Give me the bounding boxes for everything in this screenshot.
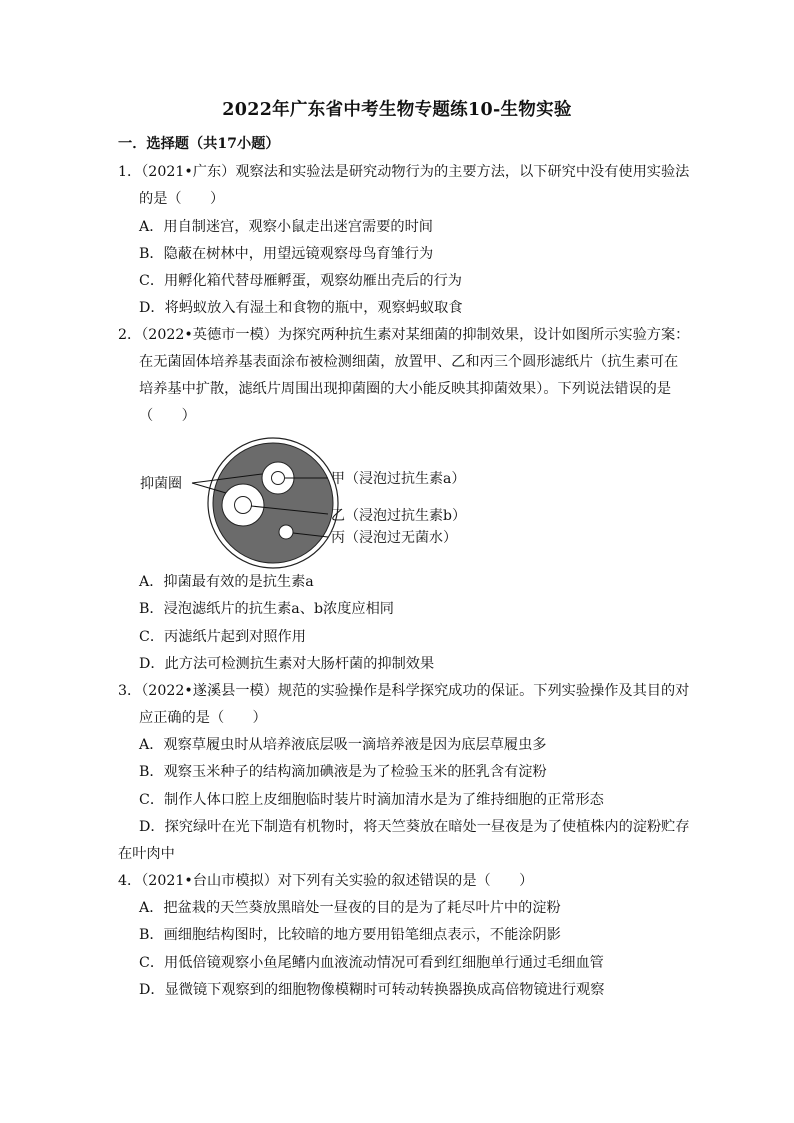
q1-option-c: C．用孵化箱代替母雁孵蛋，观察幼雁出壳后的行为: [139, 273, 462, 289]
q1-option-d: D．将蚂蚁放入有湿土和食物的瓶中，观察蚂蚁取食: [139, 300, 463, 316]
q4-stem-line1: 4．（2021•台山市模拟）对下列有关实验的叙述错误的是（ ）: [118, 873, 534, 889]
label-inhibition-zone: 抑菌圈: [140, 476, 182, 492]
q2-option-a: A．抑菌最有效的是抗生素a: [139, 574, 314, 590]
q2-option-b: B．浸泡滤纸片的抗生素a、b浓度应相同: [139, 601, 394, 617]
q2-stem-line2: 在无菌固体培养基表面涂布被检测细菌，放置甲、乙和丙三个圆形滤纸片（抗生素可在: [139, 354, 679, 370]
q2-stem-line4: （ ）: [139, 408, 196, 424]
bing-paper-disc: [279, 525, 293, 539]
q2-stem-line1: 2．（2022•英德市一模）为探究两种抗生素对某细菌的抑制效果，设计如图所示实验方案：: [118, 327, 690, 343]
q1-stem-line1: 1．（2021•广东）观察法和实验法是研究动物行为的主要方法，以下研究中没有使用实验法: [118, 164, 690, 180]
petri-dish-figure: [138, 436, 483, 571]
q2-option-d: D．此方法可检测抗生素对大肠杆菌的抑制效果: [139, 656, 435, 672]
q4-option-c: C．用低倍镜观察小鱼尾鳍内血液流动情况可看到红细胞单行通过毛细血管: [139, 955, 604, 971]
label-jia: 甲（浸泡过抗生素a）: [331, 471, 466, 487]
label-yi: 乙（浸泡过抗生素b）: [331, 508, 466, 524]
q1-stem-line2: 的是（ ）: [139, 191, 225, 207]
q1-option-a: A．用自制迷宫，观察小鼠走出迷宫需要的时间: [139, 219, 433, 235]
q4-option-d: D．显微镜下观察到的细胞物像模糊时可转动转换器换成高倍物镜进行观察: [139, 982, 605, 998]
q3-option-d-line2: 在叶肉中: [118, 846, 175, 862]
q1-option-b: B．隐蔽在树林中，用望远镜观察母鸟育雏行为: [139, 246, 434, 262]
label-bing: 丙（浸泡过无菌水）: [331, 530, 457, 546]
q4-option-a: A．把盆栽的天竺葵放黑暗处一昼夜的目的是为了耗尽叶片中的淀粉: [139, 900, 561, 916]
q2-stem-line3: 培养基中扩散，滤纸片周围出现抑菌圈的大小能反映其抑菌效果）。下列说法错误的是: [139, 381, 672, 397]
page-title: 2022年广东省中考生物专题练10-生物实验: [222, 100, 572, 120]
q3-stem-line1: 3．（2022•遂溪县一模）规范的实验操作是科学探究成功的保证。下列实验操作及其目的对: [118, 683, 690, 699]
q3-stem-line2: 应正确的是（ ）: [139, 710, 267, 726]
q3-option-c: C．制作人体口腔上皮细胞临时装片时滴加清水是为了维持细胞的正常形态: [139, 792, 604, 808]
section-heading: 一．选择题（共17小题）: [118, 136, 280, 152]
q2-option-c: C．丙滤纸片起到对照作用: [139, 629, 306, 645]
q3-option-d-line1: D．探究绿叶在光下制造有机物时，将天竺葵放在暗处一昼夜是为了使植株内的淀粉贮存: [139, 819, 690, 835]
yi-paper-disc: [235, 497, 252, 514]
q3-option-a: A．观察草履虫时从培养液底层吸一滴培养液是因为底层草履虫多: [139, 737, 547, 753]
q4-option-b: B．画细胞结构图时，比较暗的地方要用铅笔细点表示，不能涂阴影: [139, 927, 561, 943]
q3-option-b: B．观察玉米种子的结构滴加碘液是为了检验玉米的胚乳含有淀粉: [139, 764, 547, 780]
jia-paper-disc: [272, 472, 285, 485]
